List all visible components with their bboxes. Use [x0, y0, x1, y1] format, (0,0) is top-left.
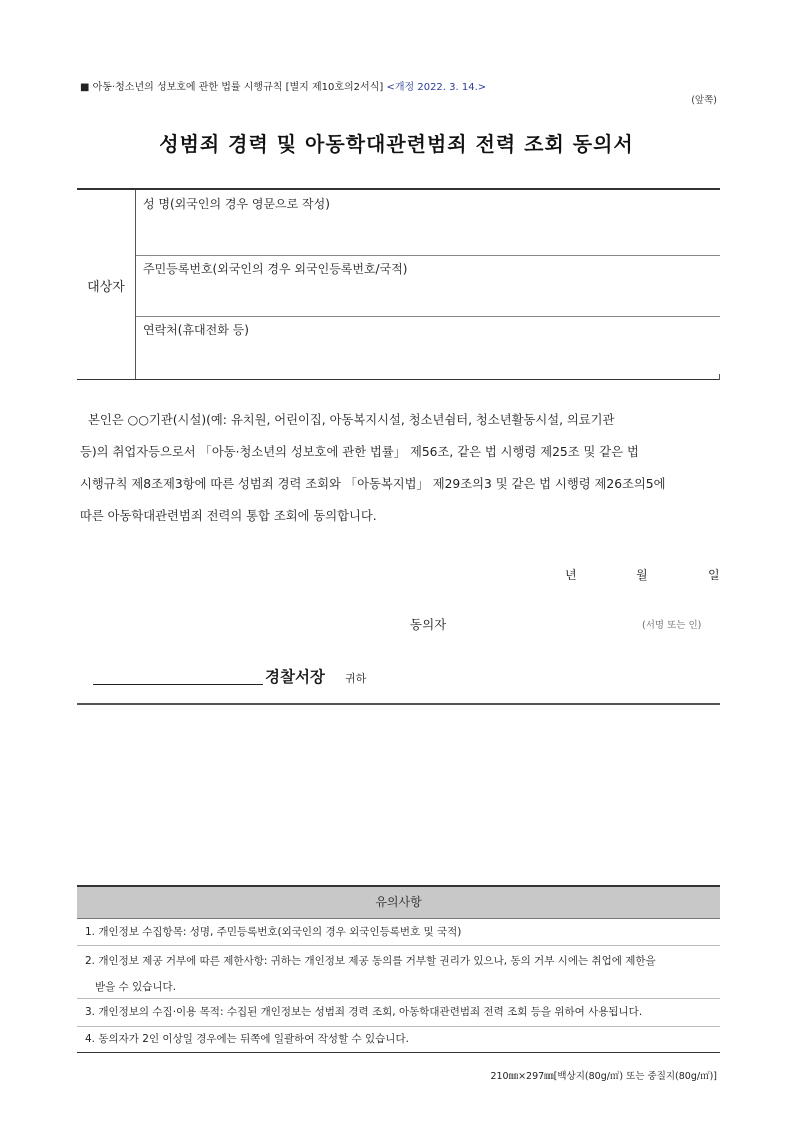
consent-statement — [80, 404, 720, 532]
consent-line: 시행규칙 제8조제3항에 따른 성범죄 경력 조회와 「아동복지법」 제29조의3 및 같은 법 시행령 제26조의5에 — [80, 477, 666, 491]
document-title: 성범죄 경력 및 아동학대관련범죄 전력 조회 동의서 — [159, 132, 634, 156]
table-top-rule — [77, 188, 720, 190]
consent-line: 따른 아동학대관련범죄 전력의 통합 조회에 동의합니다. — [80, 509, 377, 523]
row-divider — [136, 316, 720, 317]
police-station-label: 경찰서장 — [265, 668, 325, 686]
notes-header: 유의사항 — [77, 887, 720, 919]
note-item — [77, 999, 720, 1027]
note-text: 2. 개인정보 제공 거부에 따른 제한사항: 귀하는 개인정보 제공 동의를 거부할 권리가 있으나, 동의 거부 시에는 취업에 제한을 — [85, 955, 656, 967]
note-text: 받을 수 있습니다. — [85, 981, 177, 993]
name-field-label: 성 명(외국인의 경우 영문으로 작성) — [143, 197, 330, 211]
form-reference-line — [80, 78, 486, 93]
table-bottom-rule — [77, 379, 720, 380]
notes-section — [77, 885, 720, 1053]
consent-line: 본인은 ○○기관(시설)(예: 유치원, 어린이집, 아동복지시설, 청소년쉼터, 청소년활동시설, 의료기관 — [88, 413, 615, 427]
revision-note: <개정 2022. 3. 14.> — [386, 82, 487, 93]
police-station-blank — [93, 684, 263, 685]
date-day-label: 일 — [708, 568, 720, 582]
note-text: 3. 개인정보의 수집·이용 목적: 수집된 개인정보는 성범죄 경력 조회, 아동학대관련범죄 전력 조회 등을 위하여 사용됩니다. — [85, 1006, 643, 1018]
date-month-label: 월 — [636, 568, 648, 582]
table-end-tick — [719, 374, 720, 380]
note-text: 1. 개인정보 수집항목: 성명, 주민등록번호(외국인의 경우 외국인등록번호 및 국적) — [85, 926, 462, 938]
contact-field-label: 연락처(휴대전화 등) — [143, 323, 249, 337]
note-item — [77, 946, 720, 999]
honorific-label: 귀하 — [345, 672, 367, 685]
signature-hint: (서명 또는 인) — [642, 620, 702, 631]
date-line — [0, 566, 793, 582]
note-item — [77, 1027, 720, 1053]
row-divider — [136, 255, 720, 256]
consent-line: 등)의 취업자등으로서 「아동·청소년의 성보호에 관한 법률」 제56조, 같은 법 시행령 제25조 및 같은 법 — [80, 445, 639, 459]
consenter-label: 동의자 — [410, 617, 447, 632]
front-page-label: (앞쪽) — [691, 95, 717, 106]
section-divider — [77, 703, 720, 705]
paper-specification: 210㎜×297㎜[백상지(80g/㎡) 또는 중질지(80g/㎡)] — [490, 1071, 717, 1082]
note-text: 4. 동의자가 2인 이상일 경우에는 뒤쪽에 일괄하여 작성할 수 있습니다. — [85, 1033, 409, 1045]
form-reference: ■ 아동·청소년의 성보호에 관한 법률 시행규칙 [별지 제10호의2서식] — [80, 82, 384, 93]
subject-table — [77, 188, 720, 380]
note-item — [77, 919, 720, 946]
resident-number-field-label: 주민등록번호(외국인의 경우 외국인등록번호/국적) — [143, 262, 408, 276]
date-year-label: 년 — [565, 568, 577, 582]
table-column-divider — [135, 190, 136, 379]
subject-label: 대상자 — [87, 280, 125, 295]
